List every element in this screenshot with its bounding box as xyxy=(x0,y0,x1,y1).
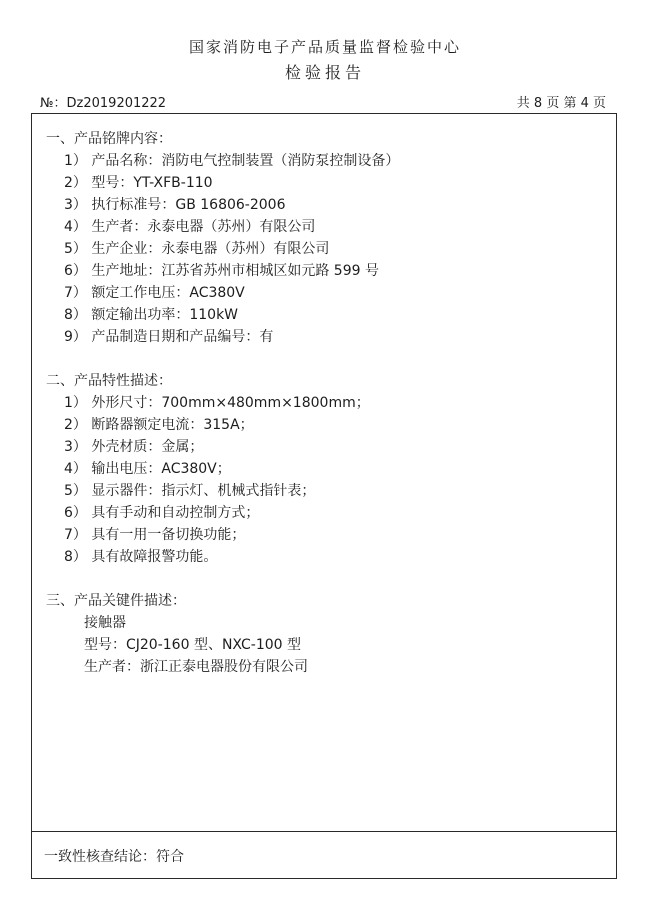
nameplate-item: 3） 执行标准号：GB 16806-2006 xyxy=(64,197,286,213)
nameplate-item: 4） 生产者：永泰电器（苏州）有限公司 xyxy=(64,219,316,235)
nameplate-item: 7） 额定工作电压：AC380V xyxy=(64,285,245,301)
characteristic-item: 5） 显示器件：指示灯、机械式指针表； xyxy=(64,483,316,499)
characteristic-item: 4） 输出电压：AC380V； xyxy=(64,461,231,477)
nameplate-item: 2） 型号：YT-XFB-110 xyxy=(64,175,213,191)
characteristic-item: 7） 具有一用一备切换功能； xyxy=(64,527,246,543)
issuing-organization: 国家消防电子产品质量监督检验中心 xyxy=(188,38,461,56)
nameplate-item: 5） 生产企业：永泰电器（苏州）有限公司 xyxy=(64,241,330,257)
characteristic-item: 1） 外形尺寸：700mm×480mm×1800mm； xyxy=(64,395,370,411)
document-number: №：Dz2019201222 xyxy=(40,96,167,111)
page-info: 共 8 页 第 4 页 xyxy=(516,96,606,111)
conformity-conclusion: 一致性核查结论：符合 xyxy=(44,849,184,865)
key-component-name: 接触器 xyxy=(84,615,126,631)
section-characteristics-title: 二、产品特性描述： xyxy=(46,373,172,389)
report-content xyxy=(46,128,606,678)
footer-divider xyxy=(31,831,617,832)
nameplate-item: 8） 额定输出功率：110kW xyxy=(64,307,239,323)
report-title: 检验报告 xyxy=(284,63,365,82)
characteristic-item: 3） 外壳材质：金属； xyxy=(64,439,204,455)
nameplate-item: 1） 产品名称：消防电气控制装置（消防泵控制设备） xyxy=(64,153,400,169)
characteristic-item: 6） 具有手动和自动控制方式； xyxy=(64,505,260,521)
characteristic-item: 2） 断路器额定电流：315A； xyxy=(64,417,254,433)
key-component-model: 型号：CJ20-160 型、NXC-100 型 xyxy=(84,637,301,653)
section-nameplate-title: 一、产品铭牌内容： xyxy=(46,131,172,147)
key-component-manufacturer: 生产者：浙江正泰电器股份有限公司 xyxy=(84,659,308,675)
nameplate-item: 6） 生产地址：江苏省苏州市相城区如元路 599 号 xyxy=(64,263,379,279)
characteristic-item: 8） 具有故障报警功能。 xyxy=(64,549,218,565)
section-key-components-title: 三、产品关键件描述： xyxy=(46,593,186,609)
nameplate-item: 9） 产品制造日期和产品编号：有 xyxy=(64,329,274,345)
